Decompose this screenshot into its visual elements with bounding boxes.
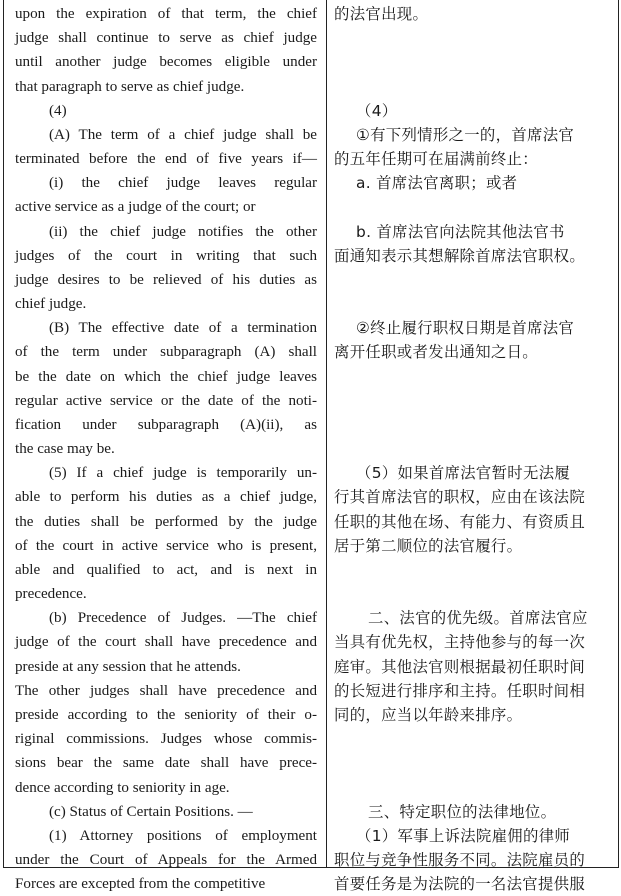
text-line: a. 首席法官离职；或者 xyxy=(356,174,518,193)
text-line: 的法官出现。 xyxy=(334,5,429,23)
text-line xyxy=(334,365,617,389)
text-line: terminated before the end of five years if— xyxy=(15,151,317,168)
text-line: judges of the court in writing that such xyxy=(15,247,317,264)
text-line: of the court in active service who is present, xyxy=(15,537,317,554)
text-line: upon the expiration of that term, the chief xyxy=(15,6,317,22)
text-line xyxy=(334,558,617,582)
text-line xyxy=(334,727,617,751)
text-line: (4) xyxy=(49,102,67,119)
text-line: b. 首席法官向法院其他法官书 xyxy=(356,222,565,241)
text-line: ②终止履行职权日期是首席法官 xyxy=(356,319,575,338)
text-line xyxy=(334,292,617,316)
text-line: 行其首席法官的职权，应由在该法院 xyxy=(334,488,586,507)
text-line xyxy=(334,413,617,437)
column-divider xyxy=(326,0,327,868)
text-line: 离开任职或者发出通知之日。 xyxy=(334,343,538,362)
text-line: (5) If a chief judge is temporarily un- xyxy=(49,465,317,482)
text-line: 二、法官的优先级。首席法官应 xyxy=(368,609,588,628)
text-line xyxy=(334,50,617,74)
text-line xyxy=(334,75,617,99)
text-line: 当具有优先权，主持他参与的每一次 xyxy=(334,633,586,652)
text-line: ①有下列情形之一的，首席法官 xyxy=(356,125,575,144)
text-line: 居于第二顺位的法官履行。 xyxy=(334,536,523,555)
text-line xyxy=(334,751,617,775)
text-line: The other judges shall have precedence and xyxy=(15,682,317,699)
text-line: sions bear the same date shall have prece- xyxy=(15,755,317,772)
text-line: 的五年任期可在届满前终止： xyxy=(334,150,538,169)
text-line: until another judge becomes eligible under xyxy=(15,54,317,71)
text-line: (B) The effective date of a termination xyxy=(49,320,317,337)
text-line: preside at any session that he attends. xyxy=(15,658,241,675)
text-line xyxy=(334,26,617,50)
text-line: (i) the chief judge leaves regular xyxy=(49,175,317,192)
text-line: preside according to the seniority of their o- xyxy=(15,706,317,723)
text-line: fication under subparagraph (A)(ii), as xyxy=(15,416,317,433)
english-column xyxy=(15,2,317,893)
text-line: 的长短进行排序和主持。任职时间相 xyxy=(334,681,586,700)
text-line: (b) Precedence of Judges. —The chief xyxy=(49,610,317,627)
text-line: regular active service or the date of the noti- xyxy=(15,392,317,409)
text-line: under the Court of Appeals for the Armed xyxy=(15,852,317,869)
text-line: dence according to seniority in age. xyxy=(15,779,230,796)
text-line: the case may be. xyxy=(15,441,115,458)
text-line: judge desires to be relieved of his duties as xyxy=(15,271,317,288)
text-line xyxy=(334,195,617,219)
text-line: (A) The term of a chief judge shall be xyxy=(49,126,317,143)
text-line: 首要任务是为法院的一名法官提供服 xyxy=(334,875,586,894)
text-line: 三、特定职位的法律地位。 xyxy=(368,802,557,821)
text-line: （1）军事上诉法院雇佣的律师 xyxy=(356,826,571,845)
text-line: 面通知表示其想解除首席法官职权。 xyxy=(334,246,586,265)
text-line: 庭审。其他法官则根据最初任职时间 xyxy=(334,657,586,676)
text-line: judge shall continue to serve as chief judge xyxy=(15,30,317,47)
text-line: (ii) the chief judge notifies the other xyxy=(49,223,317,240)
text-line: Forces are excepted from the competitive xyxy=(15,876,266,893)
text-line: judge of the court shall have precedence and xyxy=(15,634,317,651)
text-line: 任职的其他在场、有能力、有资质且 xyxy=(334,512,586,531)
text-line xyxy=(334,268,617,292)
text-line: chief judge. xyxy=(15,296,87,313)
text-line: that paragraph to serve as chief judge. xyxy=(15,78,245,95)
text-line: 职位与竞争性服务不同。法院雇员的 xyxy=(334,851,586,870)
text-line: (1) Attorney positions of employment xyxy=(49,827,317,844)
text-line: be the date on which the chief judge leaves xyxy=(15,368,317,385)
text-line: able and qualified to act, and is next in xyxy=(15,561,317,578)
bilingual-table xyxy=(3,0,619,894)
text-line: (c) Status of Certain Positions. — xyxy=(49,803,253,820)
text-line: the duties shall be performed by the judge xyxy=(15,513,317,530)
text-line xyxy=(334,776,617,800)
text-line: precedence. xyxy=(15,586,87,603)
text-line: 同的，应当以年龄来排序。 xyxy=(334,705,523,724)
chinese-column xyxy=(334,2,617,894)
text-line: of the term under subparagraph (A) shall xyxy=(15,344,317,361)
text-line xyxy=(334,437,617,461)
text-line: riginal commissions. Judges whose commis- xyxy=(15,731,317,748)
text-line xyxy=(334,389,617,413)
text-line: （4） xyxy=(356,101,398,120)
text-line: active service as a judge of the court; or xyxy=(15,199,256,216)
text-line: able to perform his duties as a chief judge, xyxy=(15,489,317,506)
text-line: （5）如果首席法官暂时无法履 xyxy=(356,464,571,483)
text-line xyxy=(334,582,617,606)
